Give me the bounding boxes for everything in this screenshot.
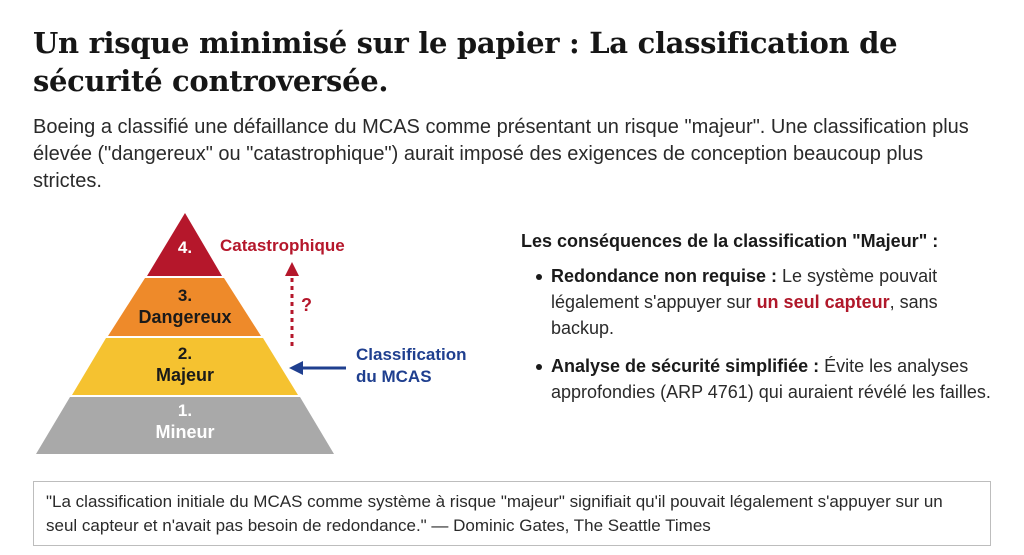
- consequence-text: Évite les analyses approfondies (ARP 4761) qui auraient révélé les failles.: [551, 356, 991, 402]
- bullet-icon: [536, 364, 542, 370]
- quote-text: "La classification initiale du MCAS comme système à risque "majeur" signifiait qu'il pouvait légalement s'appuyer sur un seul capteur et n'avait pas besoin de redondance." — Dominic Gates, The Seattle Times: [46, 492, 943, 535]
- consequence-item-analysis: [521, 353, 991, 405]
- quote-box: [33, 481, 991, 546]
- consequence-text: Le système pouvait légalement s'appuyer sur: [551, 266, 938, 312]
- left-arrow-icon: [289, 361, 303, 375]
- bullet-icon: [536, 274, 542, 280]
- catastrophic-label: Catastrophique: [220, 236, 345, 255]
- consequences-list: [521, 263, 991, 405]
- level-1-label: Mineur: [155, 422, 215, 442]
- consequences-heading: Les conséquences de la classification "Majeur" :: [521, 231, 939, 251]
- consequence-lead: Analyse de sécurité simplifiée :: [551, 356, 820, 376]
- level-4-number: 4.: [177, 238, 193, 257]
- mcas-label-line2: du MCAS: [356, 367, 432, 386]
- level-3-number: 3.: [177, 286, 193, 305]
- consequence-highlight: un seul capteur: [756, 292, 890, 312]
- up-arrow-icon: [285, 262, 299, 276]
- intro-paragraph: Boeing a classifié une défaillance du MCAS comme présentant un risque "majeur". Une classification plus élevée ("dangereux" ou "catastrophique") aurait imposé des exigences de conception beaucoup plus strictes.: [33, 116, 969, 192]
- consequence-text-after: , sans backup.: [551, 292, 938, 338]
- page-title: Un risque minimisé sur le papier : La classification de sécurité controversée.: [33, 26, 898, 98]
- level-2-number: 2.: [177, 344, 193, 363]
- level-2-label: Majeur: [155, 365, 215, 385]
- level-1-number: 1.: [177, 401, 193, 420]
- consequences-panel: [521, 229, 991, 417]
- question-mark: ?: [301, 295, 312, 315]
- level-3-label: Dangereux: [138, 307, 232, 327]
- consequence-lead: Redondance non requise :: [551, 266, 778, 286]
- risk-pyramid-diagram: [0, 200, 500, 470]
- mcas-label-line1: Classification: [356, 345, 467, 364]
- consequence-item-redundancy: [521, 263, 991, 341]
